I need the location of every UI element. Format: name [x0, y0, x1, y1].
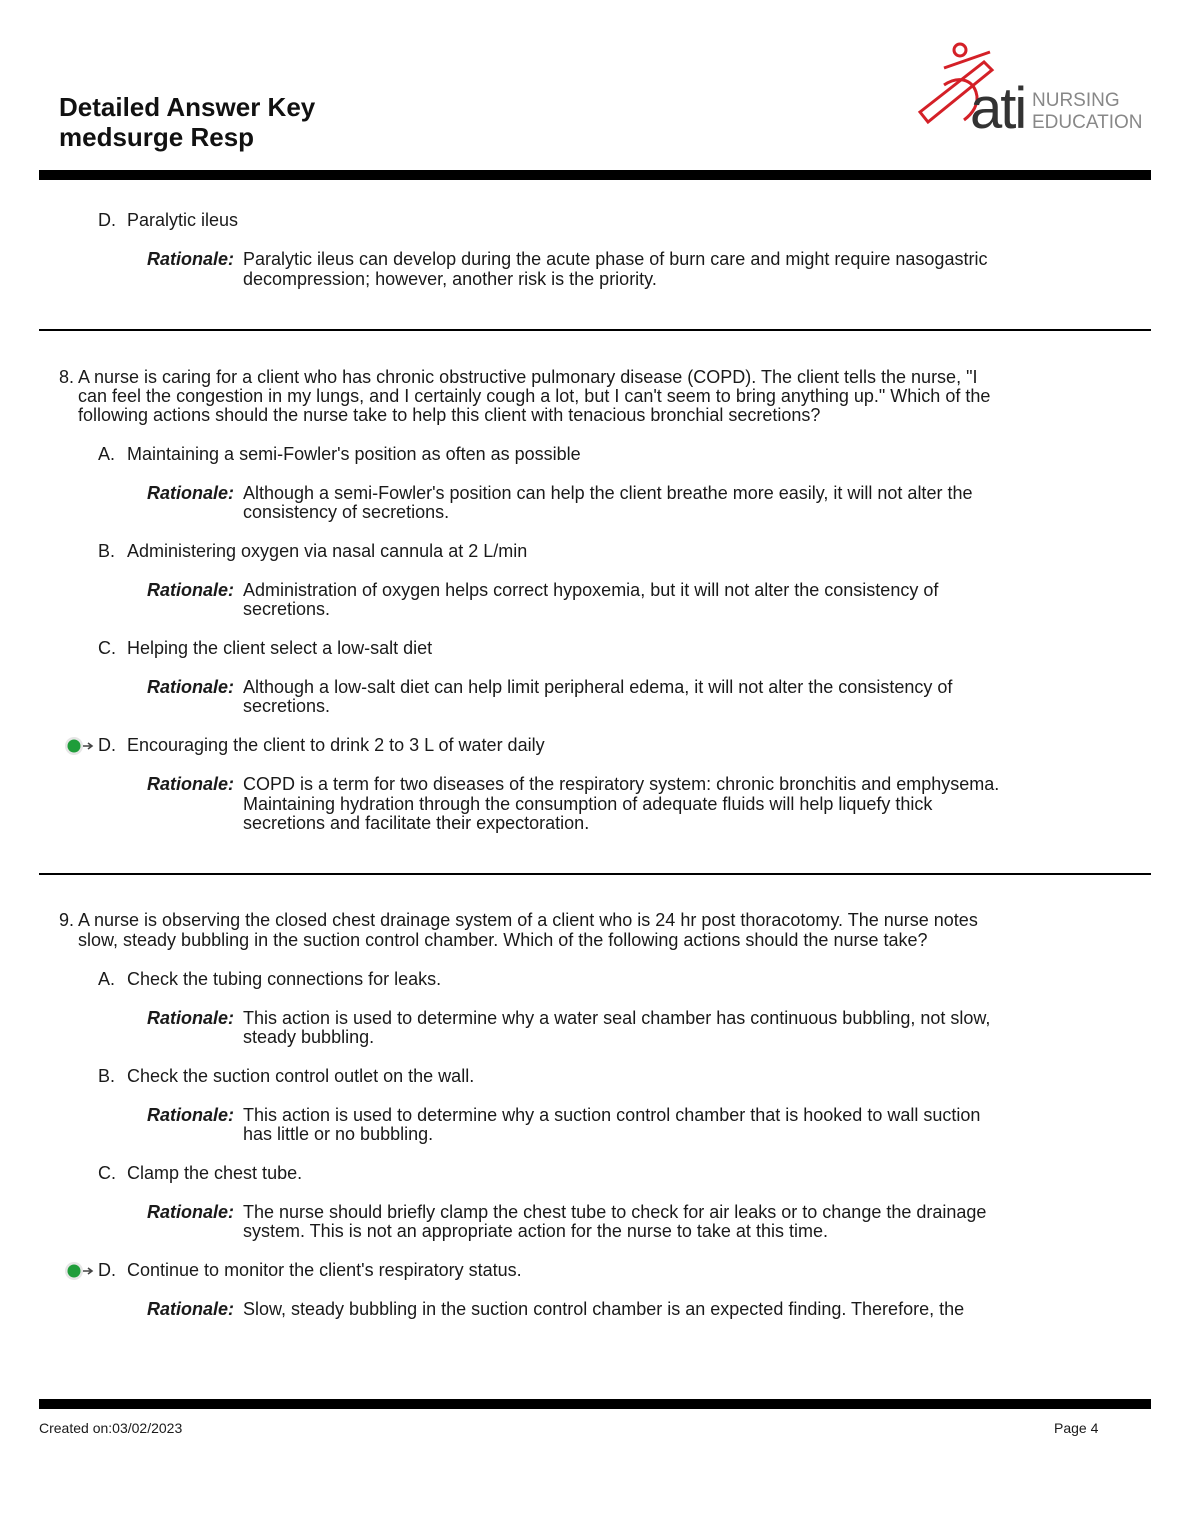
q9-option-c-text: Clamp the chest tube.: [127, 1163, 303, 1183]
q8-c-rationale-line: secretions.: [243, 696, 331, 716]
q8-a-rationale-line: Although a semi-Fowler's position can help the client breathe more easily, it will not alter the: [243, 483, 973, 503]
q9-option-b-text: Check the suction control outlet on the wall.: [127, 1066, 475, 1086]
q8-d-rationale-line: Maintaining hydration through the consumption of adequate fluids will help liquefy thick: [243, 794, 933, 814]
question-8-stem-line: can feel the congestion in my lungs, and I certainly cough a lot, but I can't seem to bring anything up." Which of the: [78, 386, 991, 406]
q9-b-rationale-line: has little or no bubbling.: [243, 1124, 434, 1144]
q9-a-rationale-line: steady bubbling.: [243, 1027, 375, 1047]
q8-option-a-letter: A.: [98, 444, 116, 464]
q8-b-rationale-line: secretions.: [243, 599, 331, 619]
question-9-stem-line: A nurse is observing the closed chest drainage system of a client who is 24 hr post thoracotomy. The nurse notes: [78, 910, 978, 930]
q9-a-rationale-line: This action is used to determine why a water seal chamber has continuous bubbling, not slow,: [243, 1008, 991, 1028]
q9-option-d-letter: D.: [98, 1260, 116, 1280]
rationale-label: Rationale:: [147, 677, 235, 697]
prev-rationale-line: Paralytic ileus can develop during the acute phase of burn care and might require nasogastric: [243, 249, 988, 269]
q8-option-d-text: Encouraging the client to drink 2 to 3 L of water daily: [127, 735, 545, 755]
q8-option-a-text: Maintaining a semi-Fowler's position as often as possible: [127, 444, 581, 464]
rationale-label: Rationale:: [147, 580, 235, 600]
q9-d-rationale-line: Slow, steady bubbling in the suction control chamber is an expected finding. Therefore, the: [243, 1299, 965, 1319]
rationale-label: Rationale:: [147, 483, 235, 503]
correct-answer-icon: [63, 736, 97, 756]
q9-option-d-text: Continue to monitor the client's respiratory status.: [127, 1260, 522, 1280]
q9-option-a-letter: A.: [98, 969, 116, 989]
prev-option-d-letter: D.: [98, 210, 116, 230]
logo-brand: ati: [970, 76, 1026, 141]
title-line-1: Detailed Answer Key: [59, 92, 316, 122]
rationale-label: Rationale:: [147, 1008, 235, 1028]
created-date: Created on:03/02/2023: [39, 1420, 183, 1436]
question-8-number: 8.: [59, 367, 75, 387]
rationale-label: Rationale:: [147, 774, 235, 794]
q9-b-rationale-line: This action is used to determine why a suction control chamber that is hooked to wall suction: [243, 1105, 981, 1125]
q8-d-rationale-line: COPD is a term for two diseases of the respiratory system: chronic bronchitis and emphysema.: [243, 774, 1000, 794]
question-8-stem-line: A nurse is caring for a client who has chronic obstructive pulmonary disease (COPD). The client tells the nurse, "I: [78, 367, 978, 387]
q9-option-a-text: Check the tubing connections for leaks.: [127, 969, 442, 989]
q8-option-c-text: Helping the client select a low-salt diet: [127, 638, 433, 658]
header-rule: [39, 170, 1151, 180]
q9-c-rationale-line: system. This is not an appropriate action for the nurse to take at this time.: [243, 1221, 828, 1241]
q9-c-rationale-line: The nurse should briefly clamp the chest tube to check for air leaks or to change the drainage: [243, 1202, 987, 1222]
logo-line-2: EDUCATION: [1032, 112, 1143, 133]
rationale-label: Rationale:: [147, 1299, 235, 1319]
q9-option-c-letter: C.: [98, 1163, 116, 1183]
question-8-stem-line: following actions should the nurse take to help this client with tenacious bronchial secretions?: [78, 405, 821, 425]
correct-answer-icon: [63, 1261, 97, 1281]
q8-option-b-letter: B.: [98, 541, 116, 561]
rationale-label: Rationale:: [147, 1105, 235, 1125]
rationale-label: Rationale:: [147, 1202, 235, 1222]
logo-head: [954, 44, 966, 56]
q8-option-d-letter: D.: [98, 735, 116, 755]
q8-b-rationale-line: Administration of oxygen helps correct hypoxemia, but it will not alter the consistency of: [243, 580, 939, 600]
page-number: Page 4: [1054, 1420, 1099, 1436]
footer-rule: [39, 1399, 1151, 1409]
q8-c-rationale-line: Although a low-salt diet can help limit peripheral edema, it will not alter the consistency of: [243, 677, 953, 697]
question-divider: [39, 329, 1151, 331]
ati-logo: [914, 40, 1143, 141]
question-9-stem-line: slow, steady bubbling in the suction control chamber. Which of the following actions should the nurse take?: [78, 930, 928, 950]
rationale-label: Rationale:: [147, 249, 235, 269]
q8-d-rationale-line: secretions and facilitate their expectoration.: [243, 813, 590, 833]
question-9-number: 9.: [59, 910, 75, 930]
question-divider: [39, 873, 1151, 875]
prev-option-d-text: Paralytic ileus: [127, 210, 239, 230]
q8-option-c-letter: C.: [98, 638, 116, 658]
q8-option-b-text: Administering oxygen via nasal cannula at 2 L/min: [127, 541, 528, 561]
prev-rationale-line: decompression; however, another risk is the priority.: [243, 269, 657, 289]
q8-a-rationale-line: consistency of secretions.: [243, 502, 450, 522]
page-title: [59, 92, 315, 152]
title-line-2: medsurge Resp: [59, 122, 255, 152]
logo-arm: [944, 52, 990, 68]
q9-option-b-letter: B.: [98, 1066, 116, 1086]
logo-line-1: NURSING: [1032, 90, 1120, 111]
